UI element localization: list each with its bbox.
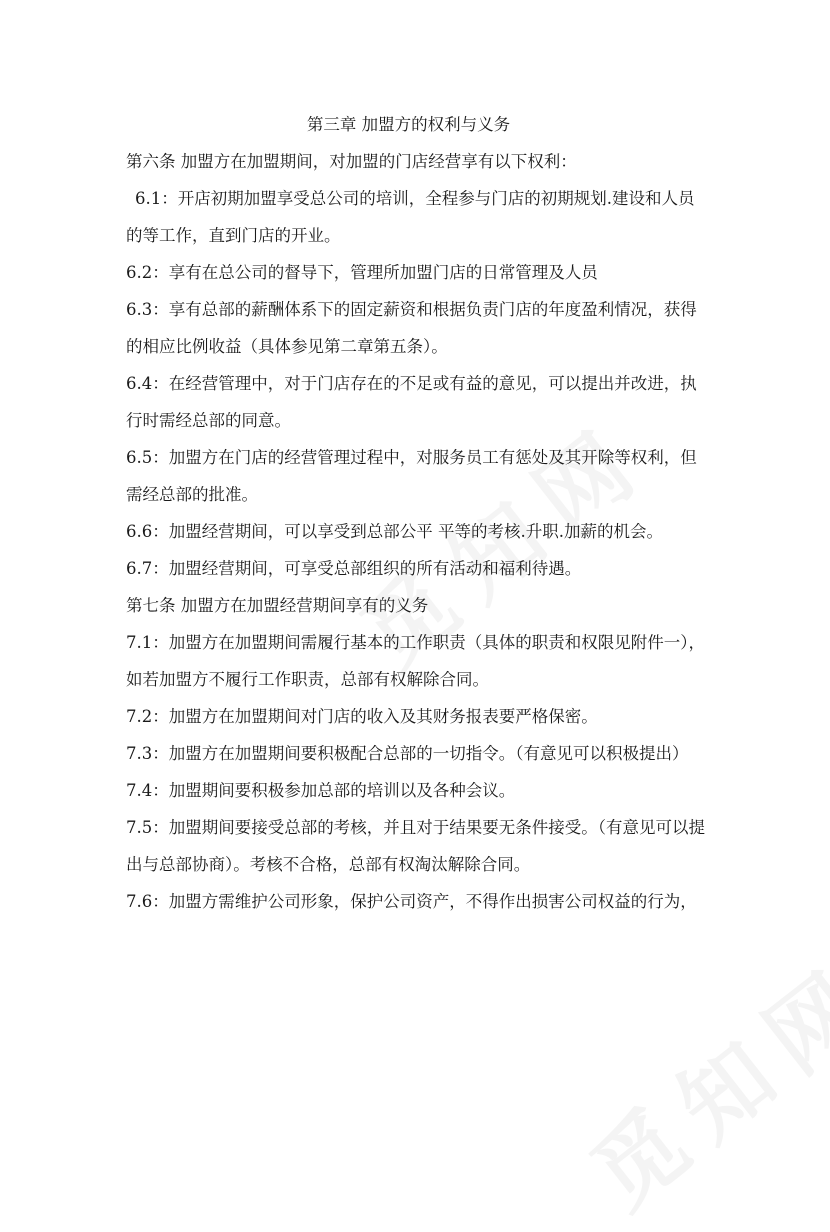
- clause-6-6: 6.6：加盟经营期间，可以享受到总部公平 平等的考核.升职.加薪的机会。: [126, 522, 663, 541]
- watermark-secondary: [560, 927, 830, 1232]
- clause-6-5-line-2: 需经总部的批准。: [126, 485, 258, 504]
- clause-6-5-line-1: 6.5：加盟方在门店的经营管理过程中，对服务员工有惩处及其开除等权利，但: [126, 448, 697, 467]
- clause-6-1-line-1: 6.1：开店初期加盟享受总公司的培训，全程参与门店的初期规划.建设和人员: [135, 189, 695, 208]
- clause-7-2: 7.2：加盟方在加盟期间对门店的收入及其财务报表要严格保密。: [126, 707, 598, 726]
- clause-6-7: 6.7：加盟经营期间，可享受总部组织的所有活动和福利待遇。: [126, 559, 582, 578]
- clause-6-1-line-2: 的等工作，直到门店的开业。: [126, 226, 341, 245]
- clause-7-5-line-2: 出与总部协商）。考核不合格，总部有权淘汰解除合同。: [126, 855, 531, 874]
- clause-6-4-line-2: 行时需经总部的同意。: [126, 411, 291, 430]
- clause-6-3-line-2: 的相应比例收益（具体参见第二章第五条）。: [126, 337, 448, 356]
- chapter-title: 第三章 加盟方的权利与义务: [306, 115, 511, 134]
- clause-6-2: 6.2：享有在总公司的督导下，管理所加盟门店的日常管理及人员: [126, 263, 598, 282]
- document-body: [126, 106, 711, 920]
- article-7-heading: 第七条 加盟方在加盟经营期间享有的义务: [126, 596, 429, 615]
- clause-7-5-line-1: 7.5：加盟期间要接受总部的考核，并且对于结果要无条件接受。（有意见可以提: [126, 818, 705, 837]
- clause-7-1-line-1: 7.1：加盟方在加盟期间需履行基本的工作职责（具体的职责和权限见附件一），: [126, 633, 705, 652]
- clause-7-3: 7.3：加盟方在加盟期间要积极配合总部的一切指令。（有意见可以积极提出）: [126, 744, 689, 763]
- clause-7-6: 7.6：加盟方需维护公司形象，保护公司资产，不得作出损害公司权益的行为，: [126, 892, 697, 911]
- clause-6-3-line-1: 6.3：享有总部的薪酬体系下的固定薪资和根据负责门店的年度盈利情况，获得: [126, 300, 697, 319]
- clause-6-4-line-1: 6.4：在经营管理中，对于门店存在的不足或有益的意见，可以提出并改进，执: [126, 374, 697, 393]
- clause-7-4: 7.4：加盟期间要积极参加总部的培训以及各种会议。: [126, 781, 516, 800]
- clause-7-1-line-2: 如若加盟方不履行工作职责，总部有权解除合同。: [126, 670, 489, 689]
- article-6-heading: 第六条 加盟方在加盟期间，对加盟的门店经营享有以下权利：: [126, 152, 577, 171]
